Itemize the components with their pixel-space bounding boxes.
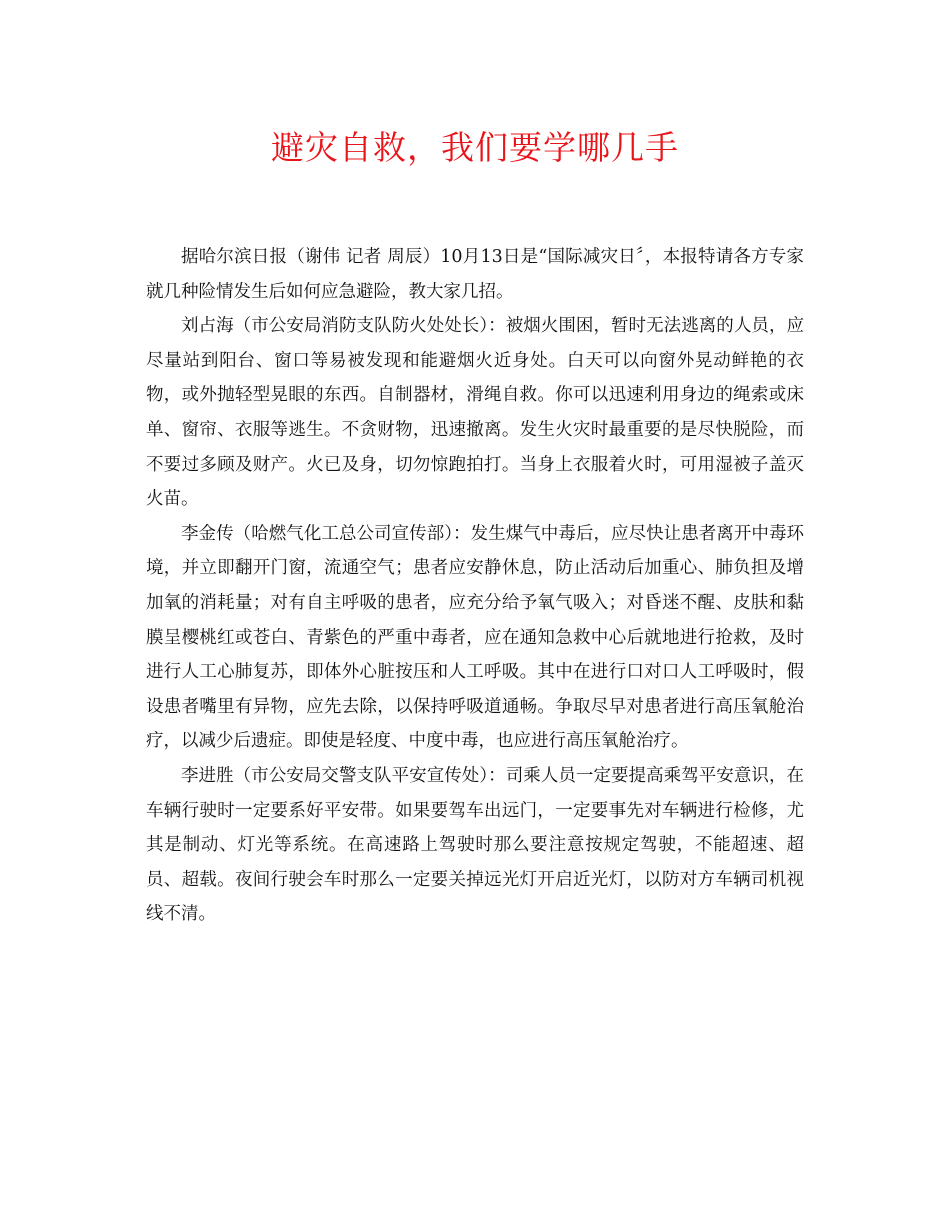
- document-title: 避灾自救，我们要学哪几手: [271, 128, 679, 167]
- paragraph-gas-poisoning: 李金传（哈燃气化工总公司宣传部）：发生煤气中毒后，应尽快让患者离开中毒环境，并立即翻开门窗，流通空气；患者应安静休息，防止活动后加重心、肺负担及增加氧的消耗量；对有自主呼吸的患者，应充分给予氧气吸入；对昏迷不醒、皮肤和黏膜呈樱桃红或苍白、青紫色的严重中毒者，应在通知急救中心后就地进行抢救，及时进行人工心肺复苏，即体外心脏按压和人工呼吸。其中在进行口对口人工呼吸时，假设患者嘴里有异物，应先去除，以保持呼吸道通畅。争取尽早对患者进行高压氧舱治疗，以减少后遗症。即使是轻度、中度中毒，也应进行高压氧舱治疗。: [146, 523, 804, 752]
- document-body: [146, 240, 804, 932]
- paragraph-intro: 据哈尔滨日报（谢伟 记者 周辰）10月13日是“国际减灾日〞，本报特请各方专家就几种险情发生后如何应急避险，教大家几招。: [146, 247, 804, 302]
- paragraph-traffic-safety: 李进胜（市公安局交警支队平安宣传处）：司乘人员一定要提高乘驾平安意识，在车辆行驶时一定要系好平安带。如果要驾车出远门，一定要事先对车辆进行检修，尤其是制动、灯光等系统。在高速路上驾驶时那么要注意按规定驾驶，不能超速、超员、超载。夜间行驶会车时那么一定要关掉远光灯开启近光灯，以防对方车辆司机视线不清。: [146, 765, 804, 925]
- paragraph-fire-safety: 刘占海（市公安局消防支队防火处处长）：被烟火围困，暂时无法逃离的人员，应尽量站到阳台、窗口等易被发现和能避烟火近身处。白天可以向窗外晃动鲜艳的衣物，或外抛轻型晃眼的东西。自制器材，滑绳自救。你可以迅速利用身边的绳索或床单、窗帘、衣服等逃生。不贪财物，迅速撤离。发生火灾时最重要的是尽快脱险，而不要过多顾及财产。火已及身，切勿惊跑拍打。当身上衣服着火时，可用湿被子盖灭火苗。: [146, 316, 804, 510]
